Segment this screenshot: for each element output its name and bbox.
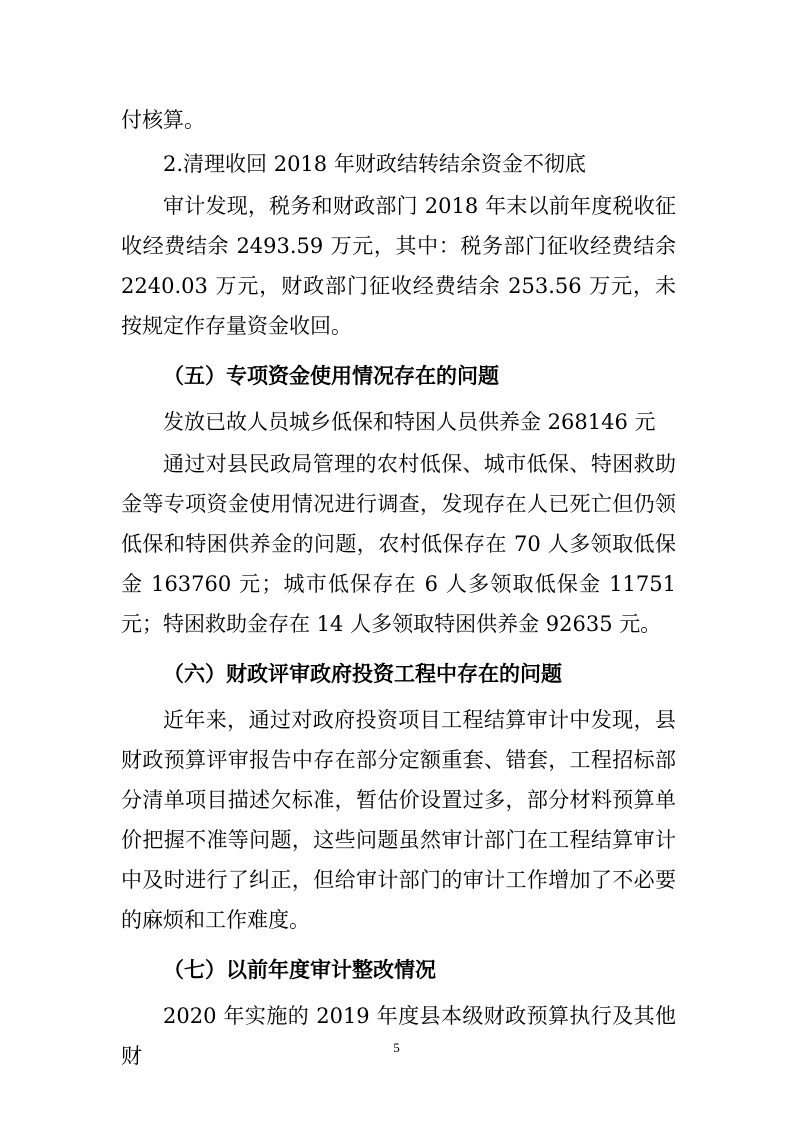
paragraph: 审计发现，税务和财政部门 2018 年末以前年度税收征收经费结余 2493.59 万元，其中：税务部门征收经费结余 2240.03 万元，财政部门征收经费结余 253.56 万元，未按规定作存量资金收回。 xyxy=(121,194,676,338)
document-body xyxy=(121,100,676,1076)
section-heading-7: （七）以前年度审计整改情况 xyxy=(163,958,436,982)
page-number: 5 xyxy=(393,1040,400,1055)
subsection-title: 发放已故人员城乡低保和特困人员供养金 268146 元 xyxy=(163,410,656,434)
paragraph-continuation: 付核算。 xyxy=(121,108,205,132)
paragraph: 2020 年实施的 2019 年度县本级财政预算执行及其他财 xyxy=(121,1004,676,1068)
subsection-title: 2.清理收回 2018 年财政结转结余资金不彻底 xyxy=(163,152,586,176)
paragraph: 通过对县民政局管理的农村低保、城市低保、特困救助金等专项资金使用情况进行调查，发现存在人已死亡但仍领低保和特困供养金的问题，农村低保存在 70 人多领取低保金 163760 元；城市低保存在 6 人多领取低保金 11751 元；特困救助金存在 14 人多领取特困供养金 92635 元。 xyxy=(121,452,676,636)
section-heading-5: （五）专项资金使用情况存在的问题 xyxy=(163,364,499,388)
paragraph: 近年来，通过对政府投资项目工程结算审计中发现，县财政预算评审报告中存在部分定额重套、错套，工程招标部分清单项目描述欠标准，暂估价设置过多，部分材料预算单价把握不准等问题，这些问题虽然审计部门在工程结算审计中及时进行了纠正，但给审计部门的审计工作增加了不必要的麻烦和工作难度。 xyxy=(121,708,676,932)
section-heading-6: （六）财政评审政府投资工程中存在的问题 xyxy=(163,662,562,686)
